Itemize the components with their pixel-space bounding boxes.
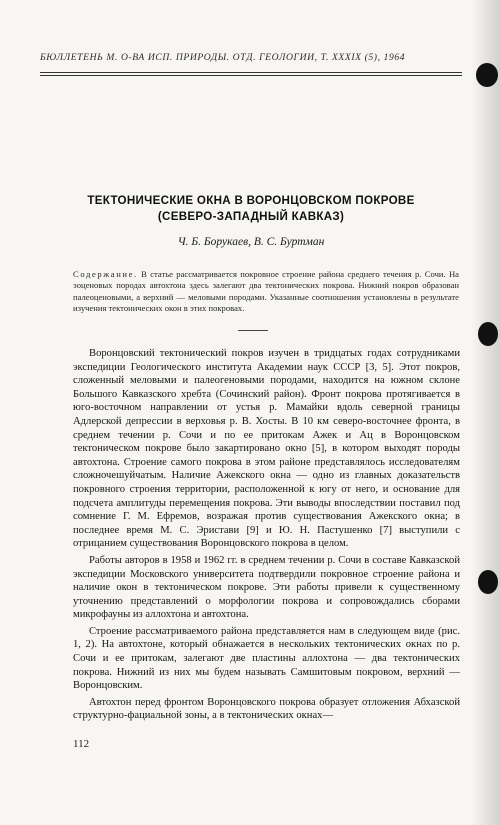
binding-hole-bottom — [478, 570, 498, 594]
section-separator — [238, 330, 268, 331]
body-paragraph-2: Работы авторов в 1958 и 1962 гг. в среднем течении р. Сочи в составе Кавказской экспедиции Московского университета подтвердили покровное строение района и наличие окон в тектоническом покрове. Эти работы привели к существенному уточнению представлений о морфологии покрова и сопровождались сборами микрофауны из аллохтона и автохтона. — [73, 554, 460, 621]
binding-hole-middle — [478, 322, 498, 346]
title-line-1: ТЕКТОНИЧЕСКИЕ ОКНА В ВОРОНЦОВСКОМ ПОКРОВЕ — [87, 194, 415, 207]
abstract-lead: Содержание. — [73, 269, 138, 279]
body-paragraph-3: Строение рассматриваемого района представляется нам в следующем виде (рис. 1, 2). На автохтоне, который обнажается в нескольких тектонических окнах по р. Сочи и ее притокам, залегают две пластины аллохтона — два тектонических покрова. Нижний из них мы будем называть Самшитовым покровом, верхний — Воронцовским. — [73, 625, 460, 692]
page-edge-shadow — [472, 0, 500, 825]
article-body — [73, 347, 460, 723]
page-number: 112 — [73, 738, 90, 750]
article-abstract — [73, 269, 459, 314]
running-head: БЮЛЛЕТЕНЬ М. О-ВА ИСП. ПРИРОДЫ. ОТД. ГЕОЛОГИИ, Т. XXXIX (5), 1964 — [40, 52, 406, 63]
binding-hole-top — [476, 63, 498, 87]
abstract-text: В статье рассматривается покровное строение района среднего течения р. Сочи. На эоценовых породах автохтона здесь залегают два тектонических покрова. Нижний покров образован палеоценовыми, а верхний — меловыми породами. Указанные соотношения установлены в результате изучения тектонических окон в этих покровах. — [73, 269, 459, 313]
article-title — [40, 193, 462, 225]
header-rule — [40, 72, 462, 73]
article-authors: Ч. Б. Борукаев, В. С. Буртман — [177, 236, 325, 248]
title-line-2: (СЕВЕРО-ЗАПАДНЫЙ КАВКАЗ) — [157, 210, 345, 223]
header-rule-double — [40, 75, 462, 76]
body-paragraph-1: Воронцовский тектонический покров изучен в тридцатых годах сотрудниками экспедиции Геологического института Академии наук СССР [3, 5]. Этот покров, сложенный меловыми и палеогеновыми породами, находится на южном склоне Большого Кавказского хребта (Сочинский район). Фронт покрова протягивается в юго-восточном направлении от устья р. Мамайки вдоль северной границы Адлерской депрессии в верховья р. В. Хосты. В 10 км северо-восточнее фронта, в среднем течении р. Сочи и по ее притокам Ажек и Ац в Воронцовском тектоническом покрове было закартировано окно [5], в котором выходят породы автохтона. Строение самого покрова в этом районе представлялось исследователям сложночешуйчатым. Наличие Ажекского окна — одно из главных доказательств покровного строения территории, расположенной к югу от него, и основание для подсчета амплитуды перемещения покрова. Эти выводы впоследствии поставил под сомнение Г. М. Ефремов, возражая против существования Ажекского окна; в последнее время М. С. Эристави [9] и Ю. Н. Пастушенко [7] выступили с отрицанием существования Воронцовского покрова в целом. — [73, 348, 460, 550]
body-paragraph-4: Автохтон перед фронтом Воронцовского покрова образует отложения Абхазской структурно-фациальной зоны, а в тектонических окнах— — [73, 696, 460, 722]
